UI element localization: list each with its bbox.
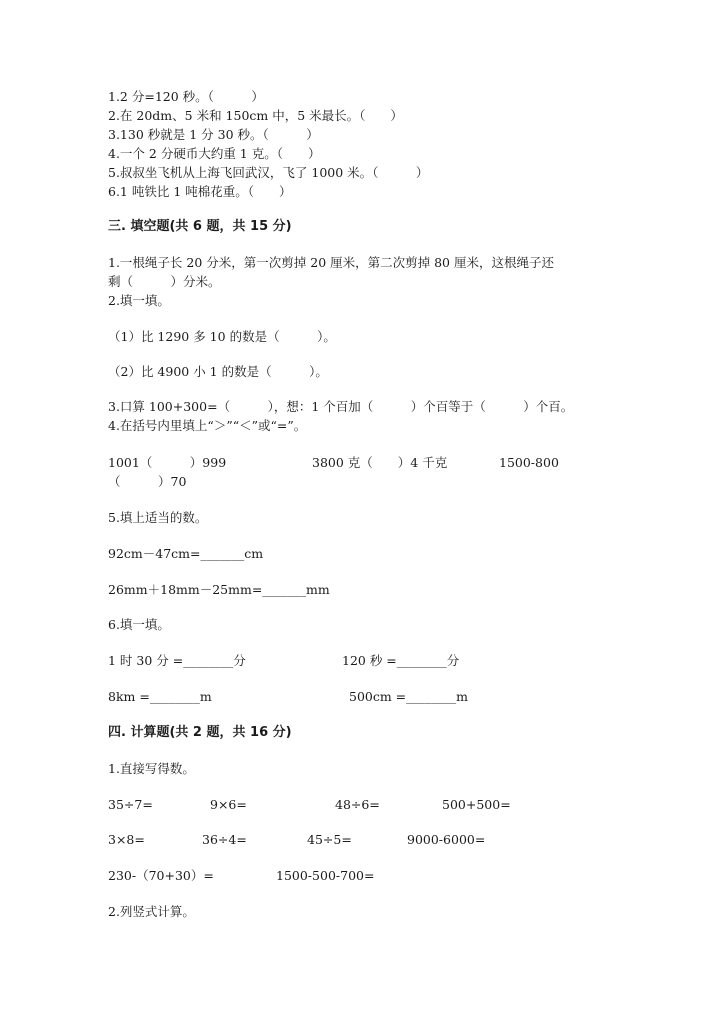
calc-r1-c3: 48÷6= [335,797,380,812]
judge-item-3: 3.130 秒就是 1 分 30 秒。（ ） [108,127,319,142]
fill-q5: 5.填上适当的数。 [108,510,208,525]
calc-heading: 四. 计算题(共 2 题，共 16 分) [108,725,292,740]
fill-heading: 三. 填空题(共 6 题，共 15 分) [108,219,292,234]
fill-q1-line2: 剩（ ）分米。 [108,274,221,289]
judge-item-5: 5.叔叔坐飞机从上海飞回武汉，飞了 1000 米。（ ） [108,165,429,180]
fill-q4-compare-1: 1001（ ）999 [108,455,227,470]
fill-q6-b: 120 秒 =________分 [342,653,460,668]
fill-q5-a: 92cm－47cm=_______cm [108,546,264,561]
fill-q5-b: 26mm＋18mm－25mm=_______mm [108,582,330,597]
calc-r2-c1: 3×8= [108,832,145,847]
fill-q6-c: 8km =________m [108,689,212,704]
calc-r1-c1: 35÷7= [108,797,153,812]
judge-item-4: 4.一个 2 分硬币大约重 1 克。（ ） [108,146,321,161]
judge-item-6: 6.1 吨铁比 1 吨棉花重。（ ） [108,184,292,199]
fill-q6-a: 1 时 30 分 =________分 [108,653,246,668]
fill-q4-compare-3: 1500-800 [499,455,559,470]
fill-q2-a: （1）比 1290 多 10 的数是（ ）。 [108,329,336,344]
calc-r3-c1: 230-（70+30）= [108,868,214,883]
fill-q4-compare-2: 3800 克（ ）4 千克 [312,455,448,470]
fill-q1-line1: 1.一根绳子长 20 分米，第一次剪掉 20 厘米，第二次剪掉 80 厘米，这根绳子还 [108,255,554,270]
judge-item-1: 1.2 分=120 秒。（ ） [108,89,264,104]
fill-q4-compare-3-cont: （ ）70 [108,474,187,489]
calc-r2-c4: 9000-6000= [407,832,486,847]
calc-q1: 1.直接写得数。 [108,761,195,776]
fill-q3: 3.口算 100+300=（ ），想：1 个百加（ ）个百等于（ ）个百。 [108,399,574,414]
calc-r1-c4: 500+500= [442,797,511,812]
calc-r1-c2: 9×6= [210,797,247,812]
fill-q6: 6.填一填。 [108,617,170,632]
fill-q4: 4.在括号内里填上“＞”“＜”或“=”。 [108,418,307,433]
calc-r2-c2: 36÷4= [202,832,247,847]
calc-q2: 2.列竖式计算。 [108,904,195,919]
judge-item-2: 2.在 20dm、5 米和 150cm 中，5 米最长。（ ） [108,108,403,123]
calc-r2-c3: 45÷5= [307,832,352,847]
calc-r3-c2: 1500-500-700= [276,868,375,883]
fill-q2-b: （2）比 4900 小 1 的数是（ ）。 [108,364,328,379]
fill-q2: 2.填一填。 [108,293,170,308]
fill-q6-d: 500cm =________m [349,689,469,704]
